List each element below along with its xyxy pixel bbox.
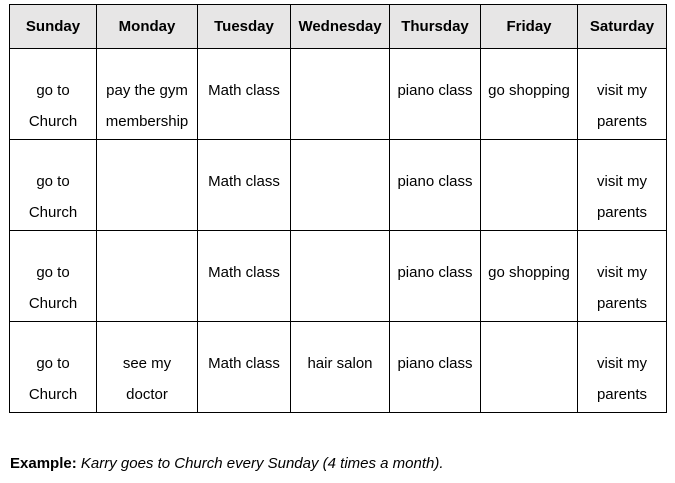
table-cell: go shopping <box>481 231 578 322</box>
table-cell: visit my parents <box>578 140 667 231</box>
table-cell: go shopping <box>481 49 578 140</box>
table-cell: pay the gym membership <box>97 49 198 140</box>
table-cell: visit my parents <box>578 49 667 140</box>
header-saturday: Saturday <box>578 5 667 49</box>
table-cell: piano class <box>390 231 481 322</box>
table-cell: visit my parents <box>578 322 667 413</box>
header-friday: Friday <box>481 5 578 49</box>
table-cell: go to Church <box>10 322 97 413</box>
table-row <box>10 140 667 231</box>
table-cell: piano class <box>390 49 481 140</box>
header-thursday: Thursday <box>390 5 481 49</box>
table-cell: Math class <box>198 322 291 413</box>
table-cell <box>481 140 578 231</box>
header-sunday: Sunday <box>10 5 97 49</box>
table-row <box>10 231 667 322</box>
header-wednesday: Wednesday <box>291 5 390 49</box>
table-cell: see my doctor <box>97 322 198 413</box>
example-label: Example: <box>10 455 77 472</box>
table-cell: Math class <box>198 49 291 140</box>
table-cell <box>291 231 390 322</box>
header-row <box>10 5 667 49</box>
table-cell <box>291 140 390 231</box>
table-cell <box>481 322 578 413</box>
table-cell: Math class <box>198 231 291 322</box>
table-cell: piano class <box>390 140 481 231</box>
table-cell: hair salon <box>291 322 390 413</box>
header-monday: Monday <box>97 5 198 49</box>
table-cell: piano class <box>390 322 481 413</box>
table-cell: Math class <box>198 140 291 231</box>
table-cell <box>97 231 198 322</box>
table-cell: go to Church <box>10 231 97 322</box>
example-text: Karry goes to Church every Sunday (4 times a month). <box>80 455 444 472</box>
table-cell: visit my parents <box>578 231 667 322</box>
table-cell: go to Church <box>10 49 97 140</box>
table-cell: go to Church <box>10 140 97 231</box>
header-tuesday: Tuesday <box>198 5 291 49</box>
example-sentence <box>10 455 444 472</box>
table-row <box>10 322 667 413</box>
table-cell <box>97 140 198 231</box>
weekly-schedule-table <box>9 4 667 413</box>
table-cell <box>291 49 390 140</box>
table-row <box>10 49 667 140</box>
